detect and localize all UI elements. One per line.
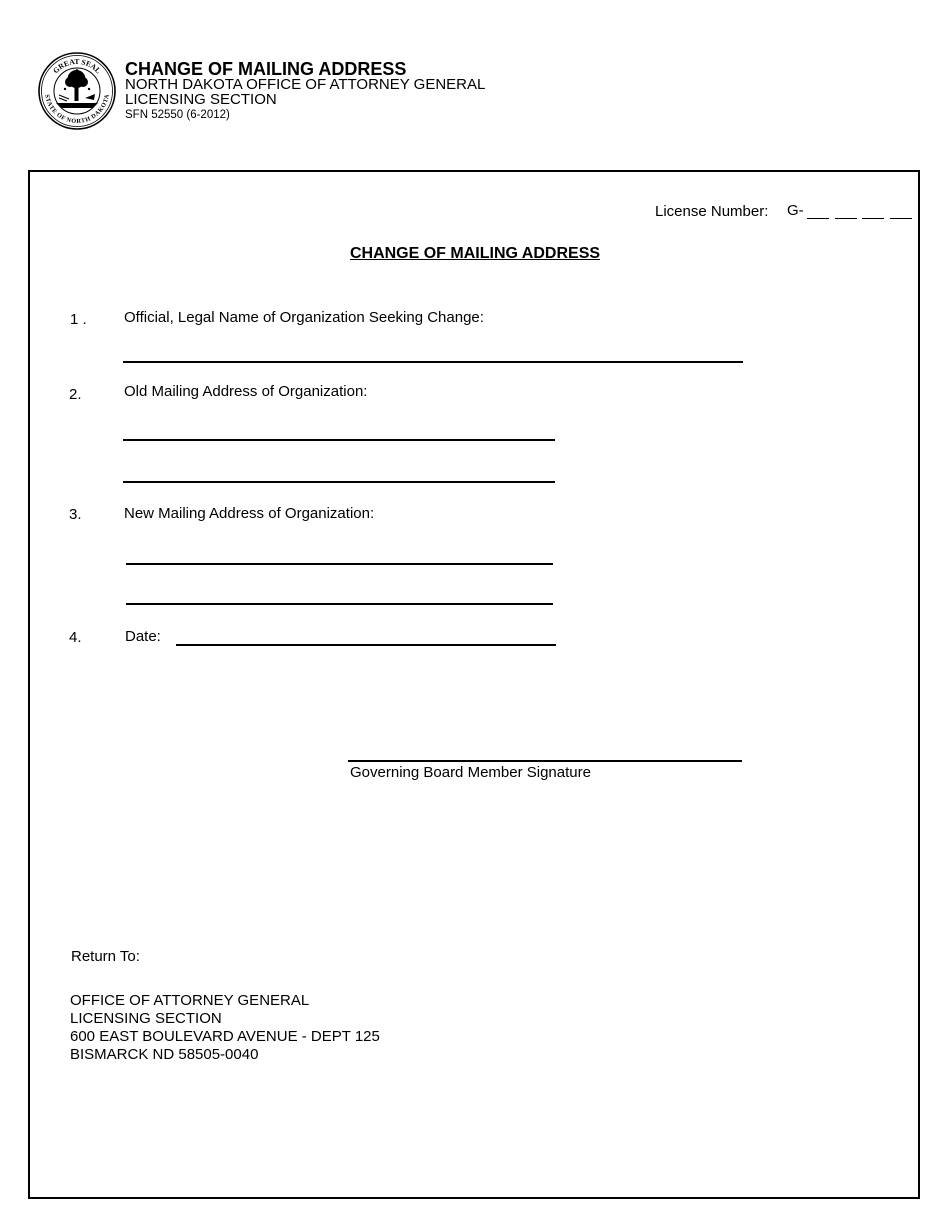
license-number-prefix: G- (787, 202, 804, 219)
signature-field[interactable] (348, 760, 742, 762)
return-to-label: Return To: (71, 948, 140, 965)
license-digit-field-1[interactable] (807, 218, 829, 219)
license-digit-field-2[interactable] (835, 218, 857, 219)
form-number: SFN 52550 (6-2012) (125, 109, 230, 121)
date-field[interactable] (176, 644, 556, 646)
field-3-number: 3. (69, 506, 82, 523)
return-address-line-2: LICENSING SECTION (70, 1010, 222, 1027)
return-address-line-3: 600 EAST BOULEVARD AVENUE - DEPT 125 (70, 1028, 380, 1045)
field-2-number: 2. (69, 386, 82, 403)
state-seal-icon (37, 51, 117, 131)
old-address-line-2-field[interactable] (123, 481, 555, 483)
new-address-line-1-field[interactable] (126, 563, 553, 565)
field-1-number: 1 . (70, 311, 87, 328)
return-address-line-1: OFFICE OF ATTORNEY GENERAL (70, 992, 310, 1009)
header-title: CHANGE OF MAILING ADDRESS (125, 59, 407, 79)
old-address-line-1-field[interactable] (123, 439, 555, 441)
field-3-label: New Mailing Address of Organization: (124, 505, 375, 522)
signature-label: Governing Board Member Signature (350, 764, 591, 781)
header-section: LICENSING SECTION (125, 91, 277, 108)
license-number-label: License Number: (655, 203, 769, 220)
new-address-line-2-field[interactable] (126, 603, 553, 605)
organization-name-field[interactable] (123, 361, 743, 363)
field-4-number: 4. (69, 629, 82, 646)
field-2-label: Old Mailing Address of Organization: (124, 383, 368, 400)
license-digit-field-4[interactable] (890, 218, 912, 219)
header-office: NORTH DAKOTA OFFICE OF ATTORNEY GENERAL (125, 76, 486, 93)
seal-text-top: GREAT SEAL (51, 56, 103, 76)
return-address-line-4: BISMARCK ND 58505-0040 (70, 1046, 259, 1063)
license-digit-field-3[interactable] (862, 218, 884, 219)
field-1-label: Official, Legal Name of Organization Seeking Change: (124, 309, 484, 326)
date-label: Date: (125, 628, 161, 645)
form-title: CHANGE OF MAILING ADDRESS (349, 245, 601, 262)
seal-text-bottom: STATE OF NORTH DAKOTA (43, 93, 111, 126)
